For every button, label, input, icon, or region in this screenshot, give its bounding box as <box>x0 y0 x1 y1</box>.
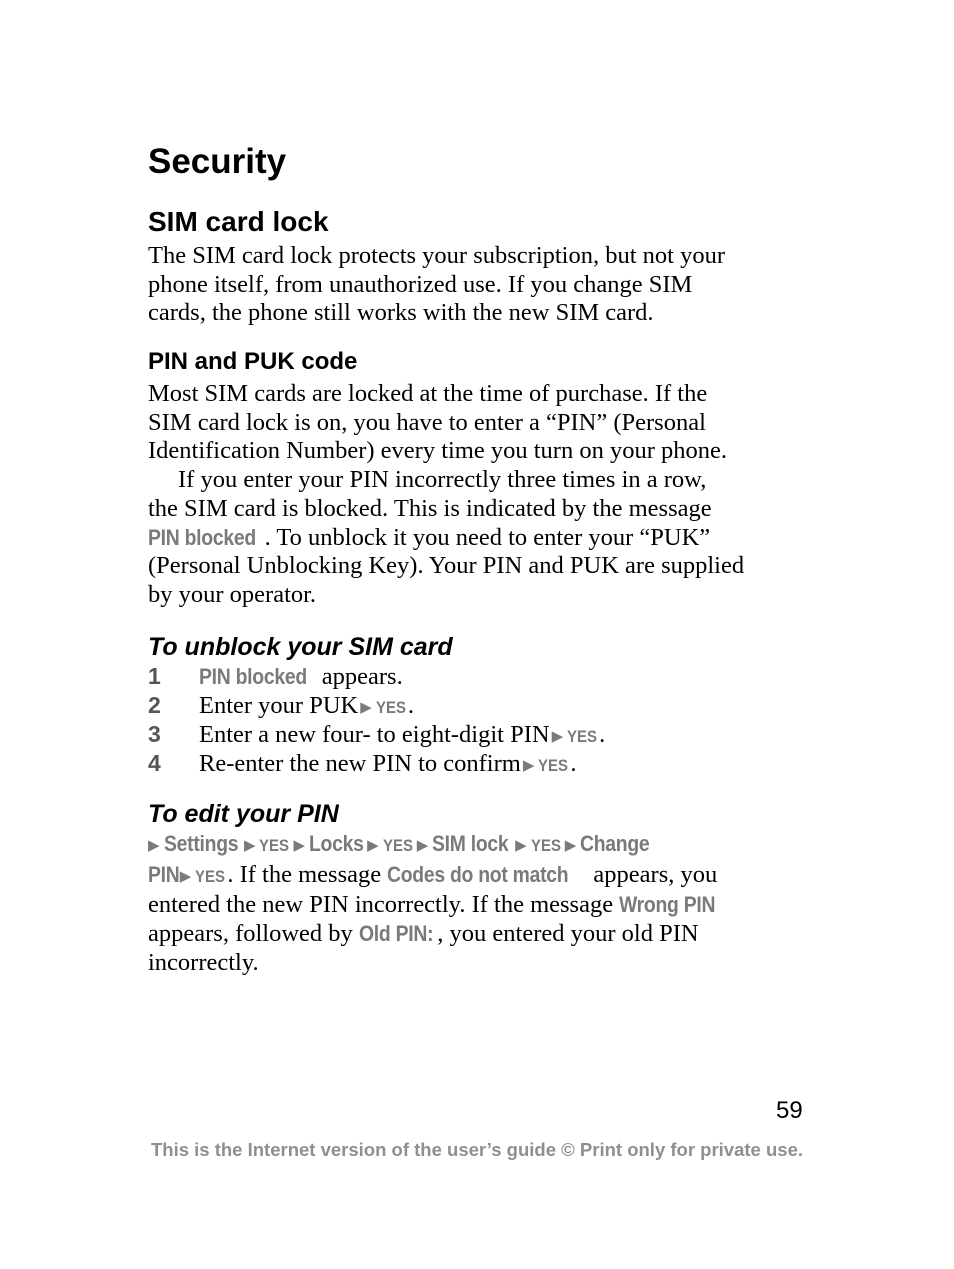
text-line: SIM card lock is on, you have to enter a “PIN” (Personal <box>148 408 706 436</box>
ui-message-wrong-pin: Wrong PIN <box>619 892 716 918</box>
text-line: (Personal Unblocking Key). Your PIN and PUK are supplied <box>148 552 745 580</box>
right-triangle-icon: ▶ <box>551 727 564 745</box>
menu-sim-lock: SIM lock <box>432 831 509 856</box>
ui-message-pin-blocked: PIN blocked <box>148 524 256 550</box>
yes-key-label: YES <box>375 698 406 717</box>
text-line <box>148 524 813 553</box>
right-triangle-icon: ▶ <box>360 698 372 716</box>
text-line <box>148 891 813 920</box>
text-fragment: Enter a new four- to eight-digit PIN <box>199 721 550 748</box>
text-fragment: . <box>407 692 414 719</box>
right-triangle-icon: ▶ <box>243 836 256 854</box>
text-fragment: Enter your PUK <box>199 692 359 719</box>
menu-change-pin: PIN <box>148 861 180 887</box>
section-heading-sim-card-lock: SIM card lock <box>148 206 329 237</box>
text-line: Identification Number) every time you turn on your phone. <box>148 437 727 465</box>
menu-path-line <box>148 830 813 861</box>
text-fragment: . <box>599 721 606 748</box>
text-line: by your operator. <box>148 580 317 608</box>
subheading-unblock-sim: To unblock your SIM card <box>148 633 453 661</box>
text-fragment: . To unblock it you need to enter your “PUK” <box>264 523 711 551</box>
step-number: 3 <box>148 721 161 747</box>
page-title: Security <box>148 142 287 181</box>
yes-key-label: YES <box>195 866 226 886</box>
right-triangle-icon: ▶ <box>179 866 192 885</box>
menu-settings: Settings <box>163 831 238 856</box>
text-fragment: entered the new PIN incorrectly. If the message <box>148 891 620 919</box>
text-fragment: appears, you <box>587 860 718 888</box>
text-fragment: . If the message <box>227 860 388 888</box>
text-line: If you enter your PIN incorrectly three times in a row, <box>178 466 707 494</box>
text-line: The SIM card lock protects your subscription, but not your <box>148 242 726 269</box>
text-fragment: Re-enter the new PIN to confirm <box>199 750 521 777</box>
ui-message-pin-blocked: PIN blocked <box>199 664 307 689</box>
pin-puk-paragraph <box>148 380 813 610</box>
text-fragment: , you entered your old PIN <box>437 920 699 948</box>
step-text <box>199 749 577 780</box>
right-triangle-icon: ▶ <box>564 836 577 854</box>
edit-pin-paragraph <box>148 830 813 978</box>
text-line: incorrectly. <box>148 948 259 976</box>
ui-message-codes-do-not-match: Codes do not match <box>387 861 569 887</box>
yes-key-label: YES <box>567 727 598 746</box>
page-number: 59 <box>776 1097 803 1124</box>
footer-notice: This is the Internet version of the user’s guide © Print only for private use. <box>150 1139 803 1160</box>
yes-key-label: YES <box>382 836 413 855</box>
ui-message-old-pin: Old PIN: <box>358 921 434 947</box>
right-triangle-icon: ▶ <box>367 836 379 854</box>
text-line <box>148 861 813 892</box>
step-number: 1 <box>148 663 161 689</box>
right-triangle-icon: ▶ <box>416 836 429 854</box>
subheading-edit-pin: To edit your PIN <box>148 800 339 828</box>
menu-change-pin: Change <box>580 831 650 856</box>
step-text <box>199 720 605 751</box>
step-text <box>199 691 414 722</box>
step-number: 4 <box>148 750 161 776</box>
yes-key-label: YES <box>259 836 290 855</box>
sim-card-lock-paragraph <box>148 242 813 328</box>
text-line: the SIM card is blocked. This is indicated by the message <box>148 494 712 522</box>
step-number: 2 <box>148 692 161 718</box>
yes-key-label: YES <box>538 756 569 775</box>
text-fragment: appears, followed by <box>148 920 359 948</box>
text-line: phone itself, from unauthorized use. If you change SIM <box>148 270 693 298</box>
text-line <box>148 920 813 949</box>
text-fragment: . <box>570 750 577 777</box>
text-fragment: appears. <box>315 663 403 690</box>
menu-locks: Locks <box>309 831 364 856</box>
yes-key-label: YES <box>530 836 561 855</box>
right-triangle-icon: ▶ <box>515 836 527 854</box>
right-triangle-icon: ▶ <box>522 756 535 774</box>
right-triangle-icon: ▶ <box>293 836 306 854</box>
text-line: Most SIM cards are locked at the time of purchase. If the <box>148 380 708 407</box>
right-triangle-icon: ▶ <box>148 836 160 854</box>
step-text <box>199 662 403 691</box>
text-line: cards, the phone still works with the new SIM card. <box>148 299 654 327</box>
subheading-pin-and-puk: PIN and PUK code <box>148 348 358 375</box>
